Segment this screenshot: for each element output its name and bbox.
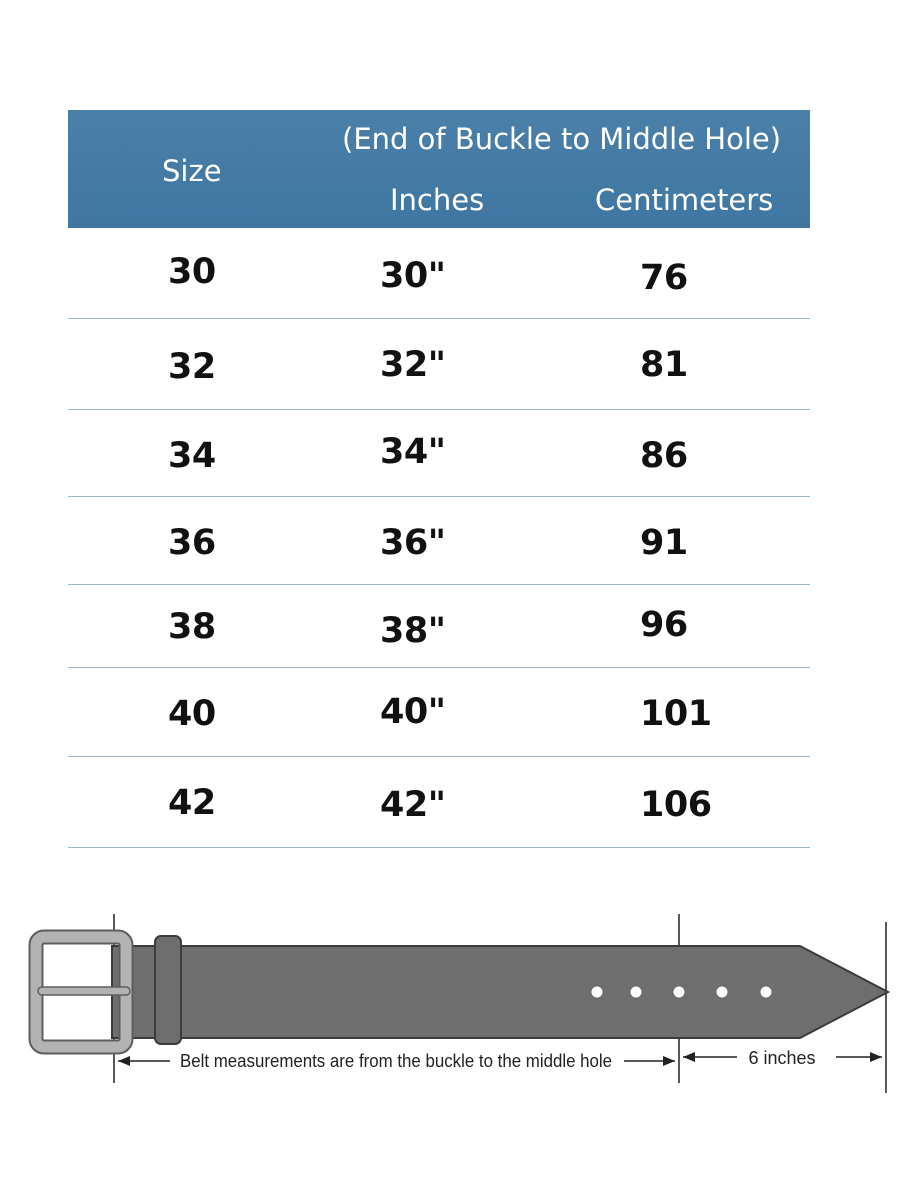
buckle-prong-icon	[38, 987, 130, 995]
arrow-right-icon	[870, 1052, 882, 1062]
table-row	[68, 228, 810, 319]
centimeters-cell: 81	[640, 345, 688, 385]
inches-cell: 40"	[380, 692, 446, 732]
size-cell: 42	[168, 783, 216, 823]
size-cell: 40	[168, 694, 216, 734]
inches-cell: 34"	[380, 432, 446, 472]
table-row	[68, 585, 810, 668]
belt-hole-middle	[674, 987, 685, 998]
belt-hole	[717, 987, 728, 998]
belt-illustration	[0, 900, 900, 1100]
belt-hole	[761, 987, 772, 998]
table-row	[68, 757, 810, 848]
inches-cell: 42"	[380, 785, 446, 825]
table-row	[68, 319, 810, 410]
table-row	[68, 410, 810, 497]
belt-hole	[592, 987, 603, 998]
inches-cell: 36"	[380, 523, 446, 563]
header-measurement-note: (End of Buckle to Middle Hole)	[342, 122, 782, 156]
size-cell: 34	[168, 436, 216, 476]
header-centimeters: Centimeters	[595, 183, 774, 217]
table-row	[68, 497, 810, 585]
centimeters-cell: 76	[640, 258, 688, 298]
centimeters-cell: 86	[640, 436, 688, 476]
table-header	[68, 110, 810, 228]
centimeters-cell: 101	[640, 694, 712, 734]
centimeters-cell: 106	[640, 785, 712, 825]
inches-cell: 32"	[380, 345, 446, 385]
belt-keeper	[155, 936, 181, 1044]
table-row	[68, 668, 810, 757]
size-cell: 38	[168, 607, 216, 647]
arrow-left-icon	[118, 1056, 130, 1066]
inches-cell: 30"	[380, 256, 446, 296]
size-cell: 32	[168, 347, 216, 387]
belt-hole	[631, 987, 642, 998]
belt-size-table	[68, 110, 810, 825]
belt-diagram	[0, 900, 900, 1100]
arrow-left-icon	[683, 1052, 695, 1062]
centimeters-cell: 96	[640, 605, 688, 645]
size-cell: 30	[168, 252, 216, 292]
inches-cell: 38"	[380, 611, 446, 651]
arrow-right-icon	[663, 1056, 675, 1066]
centimeters-cell: 91	[640, 523, 688, 563]
tip-length-label: 6 inches	[748, 1048, 816, 1068]
header-size: Size	[162, 154, 222, 188]
size-cell: 36	[168, 523, 216, 563]
header-inches: Inches	[390, 183, 485, 217]
belt-strap	[112, 946, 888, 1038]
diagram-caption: Belt measurements are from the buckle to the middle hole	[180, 1051, 612, 1071]
